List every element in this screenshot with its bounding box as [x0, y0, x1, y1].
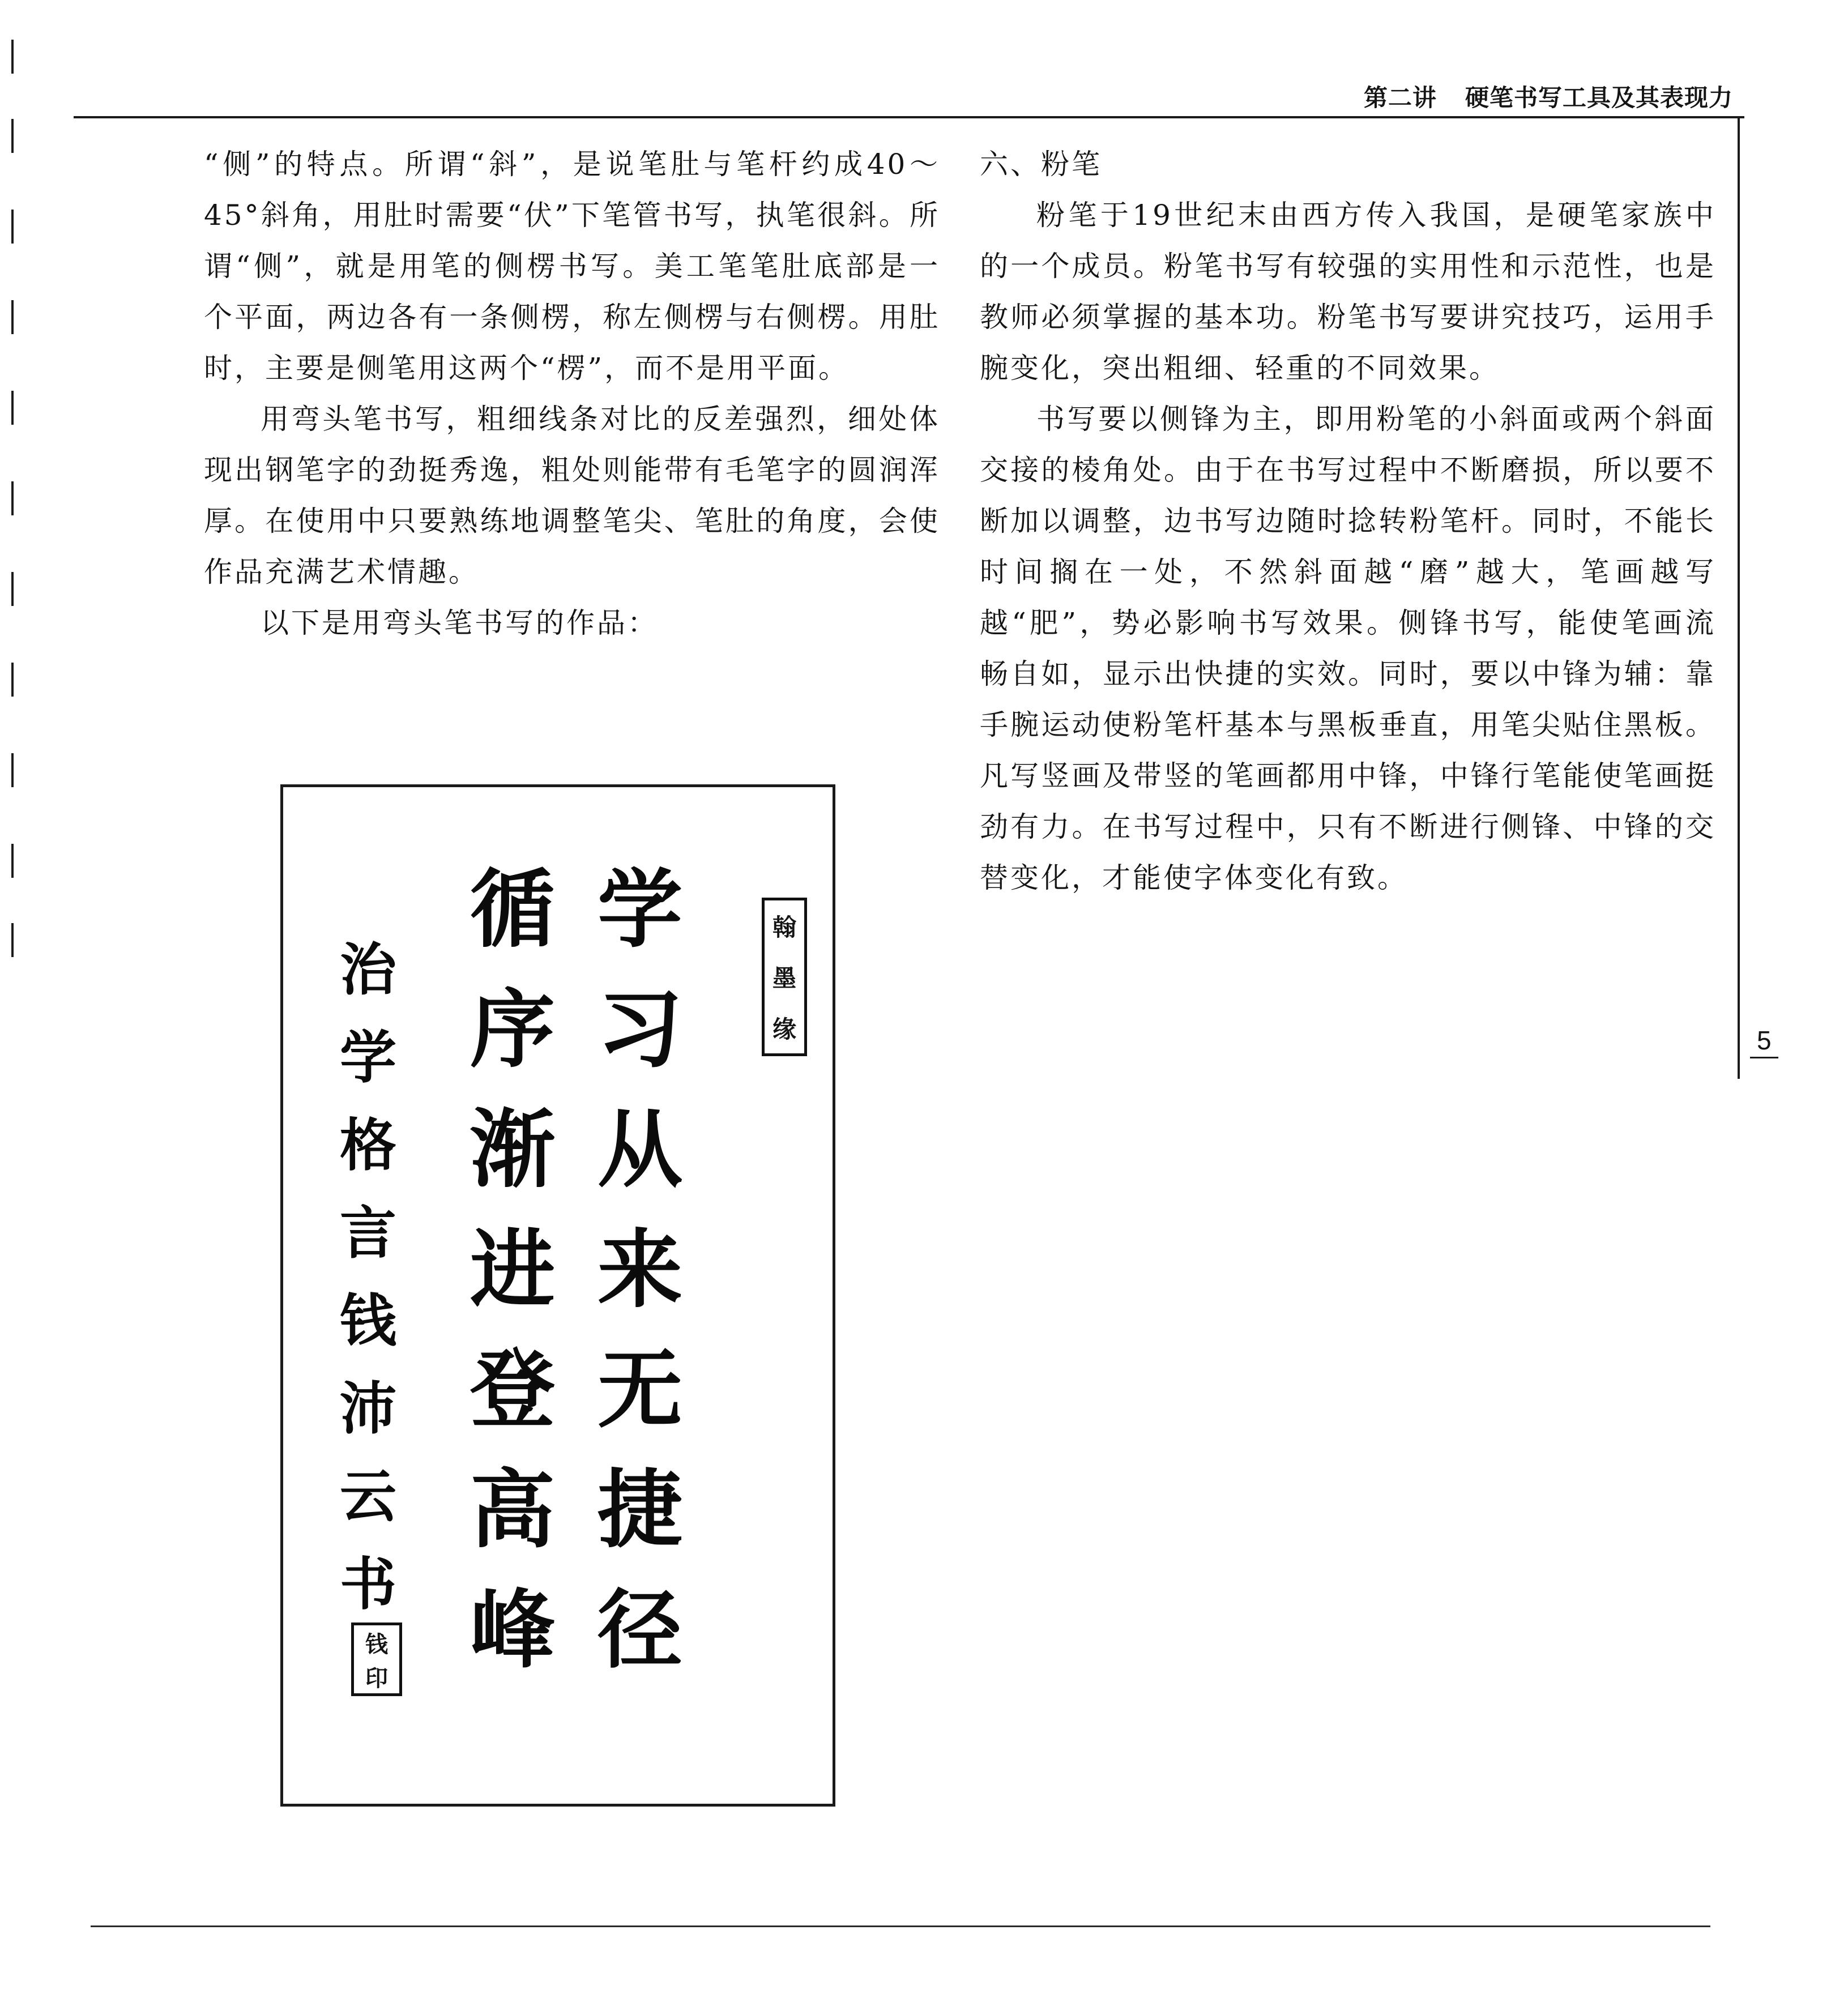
calligraphy-char: 从: [597, 1100, 683, 1199]
header-title: 硬笔书写工具及其表现力: [1465, 84, 1733, 112]
calligraphy-char: 序: [470, 980, 556, 1079]
left-paragraph-1: “侧”的特点。所谓“斜”，是说笔肚与笔杆约成40～45°斜角，用肚时需要“伏”下笔管书写，执笔很斜。所谓“侧”，就是用笔的侧楞书写。美工笔笔肚底部是一个平面，两边各有一条侧楞，称左侧楞与右侧楞。用肚时，主要是侧笔用这两个“楞”，而不是用平面。: [204, 148, 940, 385]
calligraphy-char: 登: [470, 1340, 556, 1440]
signature-char: 沛: [340, 1375, 396, 1442]
calligraphy-char: 峰: [470, 1580, 556, 1680]
signature-char: 书: [340, 1551, 396, 1617]
calligraphy-char: 习: [597, 980, 683, 1079]
signature-char: 钱: [340, 1287, 396, 1354]
seal-top: 翰 墨 缘: [762, 898, 807, 1056]
right-column: [980, 139, 1716, 903]
calligraphy-char: 学: [597, 860, 683, 959]
header-lecture: 第二讲: [1363, 84, 1437, 112]
header-rule: [74, 116, 1744, 118]
page-number: 5: [1750, 1025, 1778, 1058]
inscription-char: 格: [340, 1112, 396, 1179]
section-title: 六、粉笔: [980, 148, 1102, 181]
calligraphy-char: 来: [597, 1220, 683, 1320]
left-paragraph-3: 以下是用弯头笔书写的作品：: [261, 607, 658, 639]
inscription-char: 言: [340, 1199, 396, 1266]
binding-marks: [11, 40, 16, 1002]
seal-bottom: 钱 印: [351, 1623, 402, 1696]
calligraphy-char: 循: [470, 860, 556, 959]
calligraphy-column-2: [470, 849, 555, 1690]
calligraphy-char: 高: [470, 1460, 556, 1560]
inscription-char: 学: [340, 1024, 396, 1091]
signature-char: 云: [340, 1463, 396, 1530]
calligraphy-char: 捷: [597, 1460, 683, 1560]
calligraphy-char: 无: [597, 1340, 683, 1440]
left-column: [204, 139, 940, 648]
calligraphy-inscription-column: [340, 926, 396, 1628]
calligraphy-char: 渐: [470, 1100, 556, 1199]
inscription-char: 治: [340, 936, 396, 1003]
footer-rule: [91, 1925, 1710, 1927]
running-header: [1303, 79, 1733, 113]
calligraphy-char: 径: [597, 1580, 683, 1680]
calligraphy-artwork: [280, 784, 835, 1807]
left-paragraph-2: 用弯头笔书写，粗细线条对比的反差强烈，细处体现出钢笔字的劲挺秀逸，粗处则能带有毛笔字的圆润浑厚。在使用中只要熟练地调整笔尖、笔肚的角度，会使作品充满艺术情趣。: [204, 403, 940, 588]
right-paragraph-1: 粉笔于19世纪末由西方传入我国，是硬笔家族中的一个成员。粉笔书写有较强的实用性和示范性，也是教师必须掌握的基本功。粉笔书写要讲究技巧，运用手腕变化，突出粗细、轻重的不同效果。: [980, 199, 1716, 385]
right-paragraph-2: 书写要以侧锋为主，即用粉笔的小斜面或两个斜面交接的棱角处。由于在书写过程中不断磨损，所以要不断加以调整，边书写边随时捻转粉笔杆。同时，不能长时间搁在一处，不然斜面越“磨”越大，笔画越写越“肥”，势必影响书写效果。侧锋书写，能使笔画流畅自如，显示出快捷的实效。同时，要以中锋为辅：靠手腕运动使粉笔杆基本与黑板垂直，用笔尖贴住黑板。凡写竖画及带竖的笔画都用中锋，中锋行笔能使笔画挺劲有力。在书写过程中，只有不断进行侧锋、中锋的交替变化，才能使字体变化有致。: [980, 403, 1716, 894]
right-margin-rule: [1738, 116, 1740, 1079]
calligraphy-char: 进: [470, 1220, 556, 1320]
calligraphy-column-1: [597, 849, 682, 1690]
